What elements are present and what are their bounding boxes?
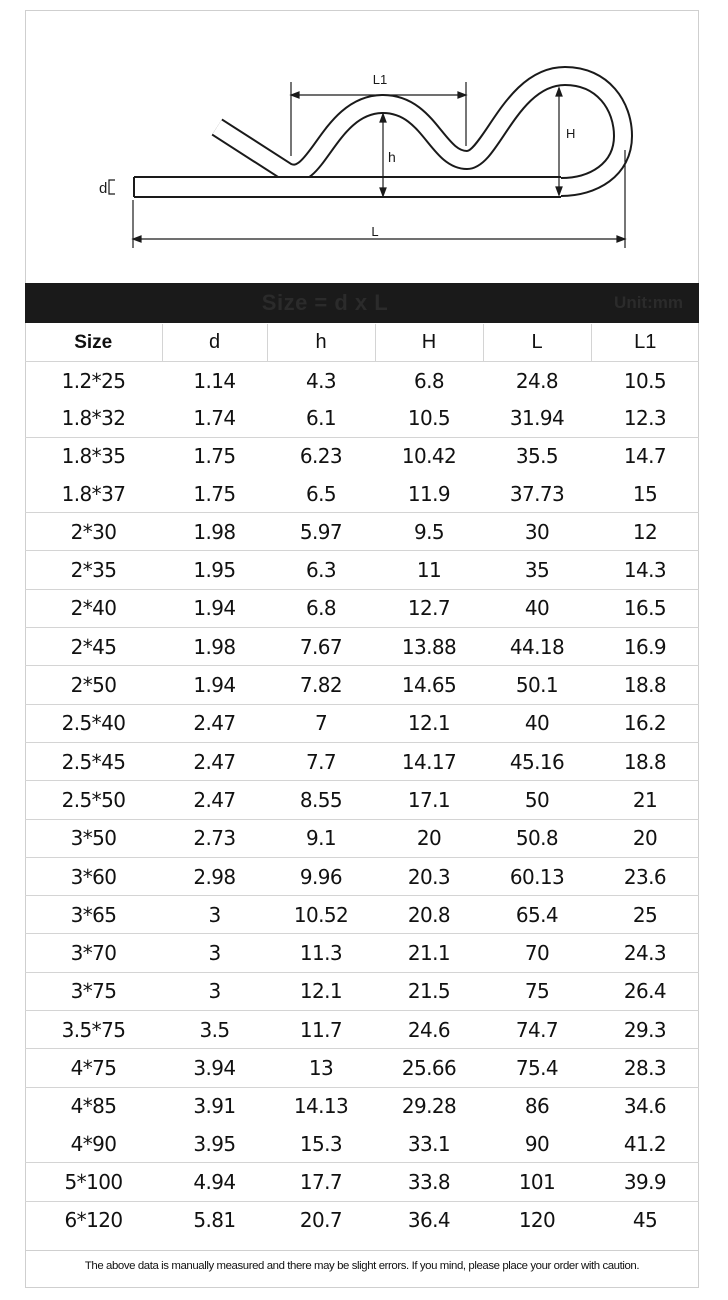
cell-h-large: 20.8 [375,896,483,934]
cell-l1: 14.3 [591,551,699,589]
table-row [25,819,699,857]
table-row [25,589,699,627]
cell-d: 2.47 [162,704,267,742]
cell-l: 44.18 [483,628,591,666]
cell-h-small: 17.7 [267,1163,375,1201]
table-row [25,513,699,551]
cell-size: 1.8*37 [25,475,162,513]
table-row [25,1201,699,1239]
cell-d: 2.47 [162,742,267,780]
cell-l1: 26.4 [591,972,699,1010]
header-l1: L1 [591,324,699,362]
cell-l: 90 [483,1125,591,1163]
table-row [25,628,699,666]
table-row [25,475,699,513]
cell-d: 1.94 [162,666,267,704]
cell-l1: 39.9 [591,1163,699,1201]
cell-l: 50.8 [483,819,591,857]
cell-l: 30 [483,513,591,551]
cell-h-small: 7.67 [267,628,375,666]
cell-h-small: 11.3 [267,934,375,972]
cell-h-small: 6.23 [299,444,343,469]
label-l1: L1 [372,72,388,87]
cell-d: 4.94 [162,1163,267,1201]
cell-h-large: 11.9 [375,475,483,513]
cell-size: 2*50 [25,666,162,704]
cell-l: 70 [483,934,591,972]
table-header-row [25,324,699,362]
cell-d: 1.74 [162,399,267,437]
cell-l1: 28.3 [591,1049,699,1087]
disclaimer-note: The above data is manually measured and there may be slight errors. If you mind, please place your order with caution. [25,1250,699,1281]
cell-h-large: 24.6 [375,1011,483,1049]
dimension-d [109,180,115,194]
cell-d: 3 [162,972,267,1010]
cell-l: 35 [483,551,591,589]
table-row [25,362,699,400]
cell-h-large: 21.1 [375,934,483,972]
cell-h-large: 14.17 [375,742,483,780]
dimension-l [133,150,625,248]
cell-l1: 21 [591,781,699,819]
cell-h-small: 6.1 [267,399,375,437]
cell-size: 2*35 [25,551,162,589]
cell-h-large: 12.7 [375,589,483,627]
cell-l: 24.8 [515,368,559,393]
cell-d: 1.98 [162,513,267,551]
cell-h-large: 36.4 [407,1208,451,1233]
cell-h-large: 11 [375,551,483,589]
cell-l: 74.7 [483,1011,591,1049]
cell-h-small: 14.13 [293,1094,349,1119]
cell-h-large: 12.1 [375,704,483,742]
cell-size: 4*85 [70,1094,117,1119]
cell-l: 65.4 [483,896,591,934]
cell-l1: 16.9 [591,628,699,666]
cell-h-small: 6.3 [267,551,375,589]
cell-l1: 18.8 [591,666,699,704]
cell-d: 2.73 [162,819,267,857]
table-row [25,1011,699,1049]
cell-h-large: 20.3 [375,857,483,895]
cell-h-small: 5.97 [267,513,375,551]
cell-size: 2*30 [25,513,162,551]
cell-h-small: 13 [267,1049,375,1087]
label-l: L [371,224,379,239]
cell-size: 4*75 [25,1049,162,1087]
cell-l1: 18.8 [591,742,699,780]
cell-size: 1.8*35 [61,444,126,469]
cell-l: 40 [483,704,591,742]
cell-h-small: 7 [267,704,375,742]
cell-size: 1.8*32 [25,399,162,437]
cell-d: 1.94 [162,589,267,627]
cell-h-small: 10.52 [267,896,375,934]
cell-size: 3*70 [25,934,162,972]
r-clip-dimension-diagram [25,10,699,282]
table-row [25,704,699,742]
cell-d: 5.81 [193,1208,236,1233]
cell-l: 60.13 [483,857,591,895]
cell-l: 40 [483,589,591,627]
cell-d: 1.75 [193,444,236,469]
cell-l1: 12 [591,513,699,551]
cell-size: 2.5*45 [25,742,162,780]
cell-l1: 14.7 [623,444,667,469]
cell-l1: 16.5 [591,589,699,627]
cell-l1: 25 [591,896,699,934]
cell-size: 2.5*50 [25,781,162,819]
banner-title: Size = d x L [261,290,389,315]
cell-h-large: 6.8 [413,368,444,393]
cell-l1: 24.3 [591,934,699,972]
header-d: d [162,324,267,362]
cell-d: 1.75 [162,475,267,513]
cell-size: 2*45 [25,628,162,666]
cell-h-large: 33.1 [375,1125,483,1163]
cell-h-small: 11.7 [267,1011,375,1049]
cell-l: 50.1 [483,666,591,704]
label-h-large: H [566,126,576,141]
cell-size: 3.5*75 [25,1011,162,1049]
size-banner [25,283,699,323]
cell-d: 2.47 [162,781,267,819]
cell-l: 75 [483,972,591,1010]
cell-size: 3*60 [25,857,162,895]
cell-size: 5*100 [25,1163,162,1201]
cell-h-small: 9.1 [267,819,375,857]
cell-h-large: 10.5 [375,399,483,437]
cell-h-large: 10.42 [401,444,457,469]
cell-h-large: 25.66 [375,1049,483,1087]
table-row [25,781,699,819]
wavy-leg-fill [217,76,623,187]
table-row [25,857,699,895]
cell-size: 3*50 [25,819,162,857]
cell-l1: 45 [632,1208,658,1233]
banner-unit: Unit:mm [614,293,683,312]
straight-leg-fill [135,178,561,196]
cell-l1: 41.2 [591,1125,699,1163]
cell-size: 2*40 [25,589,162,627]
cell-h-small: 6.8 [267,589,375,627]
cell-l1: 34.6 [623,1094,667,1119]
cell-l: 31.94 [483,399,591,437]
cell-h-large: 33.8 [375,1163,483,1201]
cell-h-small: 9.96 [267,857,375,895]
cell-h-small: 4.3 [305,368,336,393]
cell-h-small: 6.5 [267,475,375,513]
cell-l: 75.4 [483,1049,591,1087]
cell-size: 1.2*25 [61,368,126,393]
cell-h-large: 29.28 [401,1094,457,1119]
table-row [25,437,699,475]
cell-l: 101 [483,1163,591,1201]
cell-h-large: 9.5 [375,513,483,551]
table-row [25,972,699,1010]
cell-d: 3 [162,934,267,972]
cell-h-large: 13.88 [375,628,483,666]
cell-d: 1.98 [162,628,267,666]
table-row [25,1049,699,1087]
cell-h-small: 20.7 [299,1208,343,1233]
cell-l1: 16.2 [591,704,699,742]
table-row [25,666,699,704]
cell-d: 3 [162,896,267,934]
cell-l: 35.5 [515,444,559,469]
header-size: Size [25,324,162,362]
cell-l1: 29.3 [591,1011,699,1049]
r-clip-drawing [25,10,699,282]
cell-l: 45.16 [483,742,591,780]
cell-l1: 20 [591,819,699,857]
cell-h-large: 21.5 [375,972,483,1010]
cell-h-small: 15.3 [267,1125,375,1163]
cell-size: 6*120 [64,1208,123,1233]
label-h-small: h [388,149,396,165]
cell-l1: 10.5 [623,368,667,393]
label-d: d [99,180,108,197]
cell-h-large: 17.1 [375,781,483,819]
cell-h-small: 8.55 [267,781,375,819]
cell-size: 3*75 [25,972,162,1010]
cell-d: 3.91 [193,1094,236,1119]
table-row [25,934,699,972]
table-row [25,1087,699,1125]
cell-l1: 23.6 [591,857,699,895]
cell-l: 86 [524,1094,550,1119]
cell-d: 1.95 [162,551,267,589]
header-l: L [483,324,591,362]
cell-size: 3*65 [25,896,162,934]
table-row [25,551,699,589]
table-row [25,896,699,934]
cell-size: 2.5*40 [25,704,162,742]
table-row [25,1125,699,1163]
cell-l: 37.73 [483,475,591,513]
header-h-large: H [375,324,483,362]
cell-d: 3.94 [162,1049,267,1087]
cell-h-small: 7.7 [267,742,375,780]
cell-l: 120 [518,1208,556,1233]
specification-table [25,324,699,1239]
cell-l1: 15 [591,475,699,513]
header-h-small: h [267,324,375,362]
table-row [25,1163,699,1201]
cell-d: 1.14 [193,368,236,393]
cell-d: 2.98 [162,857,267,895]
cell-h-large: 14.65 [375,666,483,704]
table-row [25,742,699,780]
cell-d: 3.5 [162,1011,267,1049]
table-body [25,362,699,1239]
cell-h-small: 7.82 [267,666,375,704]
cell-size: 4*90 [25,1125,162,1163]
table-row [25,399,699,437]
cell-l: 50 [483,781,591,819]
cell-l1: 12.3 [591,399,699,437]
cell-d: 3.95 [162,1125,267,1163]
cell-h-large: 20 [375,819,483,857]
cell-h-small: 12.1 [267,972,375,1010]
